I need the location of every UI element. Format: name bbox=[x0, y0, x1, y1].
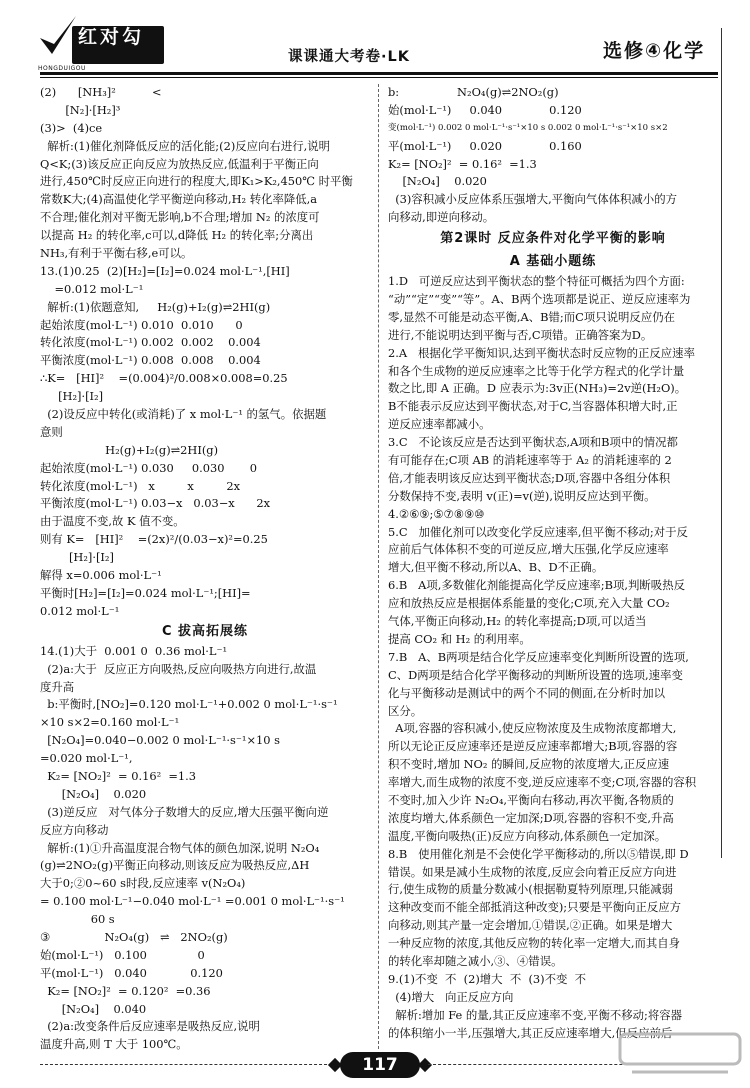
text-line: 数之比,即 A 正确。D 应表示为:3v正(NH₃)=2v逆(H₂O)。 bbox=[388, 381, 687, 396]
brand-logo bbox=[38, 14, 168, 72]
section-a-heading: A 基础小题练 bbox=[509, 254, 597, 270]
text-line: B不能表示反应达到平衡状态,对于C,当容器体积增大时,正 bbox=[388, 399, 678, 414]
text-line: (4)增大 向正反应方向 bbox=[388, 989, 514, 1004]
text-line: [N₂O₄] 0.020 bbox=[388, 174, 487, 189]
text-line: 不合理;催化剂对平衡无影响,b不合理;增加 N₂ 的浓度可 bbox=[40, 210, 320, 225]
text-line: (g)⇌2NO₂(g)平衡正向移动,则该反应为吸热反应,ΔH bbox=[40, 858, 310, 873]
text-line: H₂(g)+I₂(g)⇌2HI(g) bbox=[40, 442, 219, 457]
footer-rule-left bbox=[40, 1064, 332, 1065]
page-header bbox=[0, 0, 750, 80]
text-line: 进行,不能说明达到平衡与否,C项错。正确答案为D。 bbox=[388, 327, 653, 342]
left-column bbox=[40, 84, 370, 1054]
text-line: [H₂]·[I₂] bbox=[40, 389, 104, 404]
text-line: [N₂O₄] 0.040 bbox=[40, 1001, 147, 1016]
text-line: 倍,才能表明该反应达到平衡状态;D项,容器中各组分体积 bbox=[388, 470, 671, 485]
text-line: 提高 CO₂ 和 H₂ 的利用率。 bbox=[388, 631, 531, 646]
text-line: 向移动,则其产量一定会增加,①错误,②正确。如果是增大 bbox=[388, 918, 673, 933]
text-line: 变(mol·L⁻¹) 0.002 0 mol·L⁻¹·s⁻¹×10 s 0.002 0 mol·L⁻¹·s⁻¹×10 s×2 bbox=[388, 122, 668, 133]
text-line: 应前后气体体积不变的可逆反应,增大压强,化学反应速率 bbox=[388, 542, 669, 557]
text-line: A项,容器的容积减小,使反应物浓度及生成物浓度都增大, bbox=[388, 721, 677, 736]
text-line: =0.020 mol·L⁻¹, bbox=[40, 751, 133, 766]
text-line: (3)容积减小反应体系压强增大,平衡向气体体积减小的方 bbox=[388, 192, 677, 207]
text-line: 7.B A、B两项是结合化学反应速率变化判断所设置的选项, bbox=[388, 649, 689, 664]
text-line: 和各个生成物的逆反应速率之比等于化学方程式的化学计量 bbox=[388, 363, 685, 378]
text-line: 区分。 bbox=[388, 703, 423, 718]
text-line: 平(mol·L⁻¹) 0.020 0.160 bbox=[388, 138, 582, 153]
text-line: 有可能存在;C项 AB 的消耗速率等于 A₂ 的消耗速率的 2 bbox=[388, 453, 672, 468]
section-c-heading: C 拔高拓展练 bbox=[161, 623, 249, 639]
text-line: (3)> (4)ce bbox=[40, 120, 103, 135]
page-number: 117 bbox=[340, 1052, 420, 1078]
text-line: 8.B 使用催化剂是不会使化学平衡移动的,所以⑤错误,即 D bbox=[388, 846, 689, 861]
text-line: 3.C 不论该反应是否达到平衡状态,A项和B项中的情况都 bbox=[388, 435, 678, 450]
text-line: 化与平衡移动是测试中的两个不同的侧面,在分析时加以 bbox=[388, 685, 665, 700]
text-line: [N₂]·[H₂]³ bbox=[40, 102, 121, 117]
text-line: =0.012 mol·L⁻¹ bbox=[40, 281, 144, 296]
text-line: 以提高 H₂ 的转化率,c可以,d降低 H₂ 的转化率;分离出 bbox=[40, 228, 314, 243]
text-line: ③ N₂O₄(g) ⇌ 2NO₂(g) bbox=[40, 929, 228, 944]
text-line: 平(mol·L⁻¹) 0.040 0.120 bbox=[40, 965, 223, 980]
series-title: 课课通大考卷·LK bbox=[288, 49, 410, 65]
text-line: 0.012 mol·L⁻¹ bbox=[40, 603, 120, 618]
text-line: K₂= [NO₂]² = 0.120² =0.36 bbox=[40, 983, 211, 998]
text-line: 度升高 bbox=[40, 679, 75, 694]
text-line: 1.D 可逆反应达到平衡状态的整个特征可概括为四个方面: bbox=[388, 274, 685, 289]
text-line: (2)设反应中转化(或消耗)了 x mol·L⁻¹ 的氢气。依据题 bbox=[40, 407, 327, 422]
logo-text: 红对勾 bbox=[78, 26, 145, 48]
text-line: K₂= [NO₂]² = 0.16² =1.3 bbox=[40, 768, 197, 783]
text-line: 解析:(1)①升高温度混合物气体的颜色加深,说明 N₂O₄ bbox=[40, 840, 320, 855]
header-rule-thin bbox=[40, 77, 718, 78]
text-line: 解析:(1)依题意知, H₂(g)+I₂(g)⇌2HI(g) bbox=[40, 299, 271, 314]
text-line: [N₂O₄]=0.040−0.002 0 mol·L⁻¹·s⁻¹×10 s bbox=[40, 733, 280, 748]
text-line: 4.②⑥⑨;⑤⑦⑧⑨⑩ bbox=[388, 506, 485, 521]
text-line: 转化浓度(mol·L⁻¹) 0.002 0.002 0.004 bbox=[40, 335, 261, 350]
text-line: 增大,但平衡不移动,所以A、B、D不正确。 bbox=[388, 560, 604, 575]
lesson-title: 第2课时 反应条件对化学平衡的影响 bbox=[440, 231, 666, 247]
text-line: 温度升高,则 T 大于 100℃。 bbox=[40, 1037, 188, 1052]
text-line: (2)a:改变条件后反应速率是吸热反应,说明 bbox=[40, 1019, 260, 1034]
text-line: Q<K;(3)该反应正向反应为放热反应,低温利于平衡正向 bbox=[40, 156, 319, 171]
subject-title: 选修④化学 bbox=[603, 40, 706, 62]
text-line: 的体积缩小一半,压强增大,其正反应速率增大,但反应前后 bbox=[388, 1025, 673, 1040]
logo-subtext: HONGDUIGOU bbox=[38, 65, 86, 72]
text-line: b:平衡时,[NO₂]=0.120 mol·L⁻¹+0.002 0 mol·L⁻¹·s⁻¹ bbox=[40, 697, 338, 712]
text-line: [H₂]·[I₂] bbox=[40, 550, 114, 565]
text-line: 率增大,而生成物的浓度不变,逆反应速率不变;C项,容器的容积 bbox=[388, 775, 697, 790]
column-divider bbox=[378, 84, 379, 1049]
text-line: C、D两项是结合化学平衡移动的判断所设置的选项,速率变 bbox=[388, 667, 683, 682]
text-line: 14.(1)大于 0.001 0 0.36 mol·L⁻¹ bbox=[40, 643, 228, 658]
diamond-icon bbox=[418, 1058, 432, 1072]
text-line: (2) [NH₃]² < bbox=[40, 85, 162, 99]
text-line: 进行,450℃时反应正向进行的程度大,即K₁>K₂,450℃ 时平衡 bbox=[40, 174, 353, 189]
text-line: 则有 K= [HI]² =(2x)²/(0.03−x)²=0.25 bbox=[40, 532, 268, 547]
right-column bbox=[388, 84, 718, 1042]
text-line: 错误。如果是减小生成物的浓度,反应会向着正反应方向进 bbox=[388, 864, 677, 879]
text-line: 常数K大;(4)高温使化学平衡逆向移动,H₂ 转化率降低,a bbox=[40, 192, 318, 207]
text-line: 分数保持不变,表明 v(正)=v(逆),说明反应达到平衡。 bbox=[388, 488, 656, 503]
text-line: [N₂O₄] 0.020 bbox=[40, 786, 147, 801]
text-line: 解得 x=0.006 mol·L⁻¹ bbox=[40, 568, 162, 583]
text-line: 一种反应物的浓度,其他反应物的转化率一定增大,而其自身 bbox=[388, 936, 681, 951]
text-line: 所以无论正反应速率还是逆反应速率都增大;B项,容器的容 bbox=[388, 739, 678, 754]
text-line: 由于温度不变,故 K 值不变。 bbox=[40, 514, 185, 529]
text-line: K₂= [NO₂]² = 0.16² =1.3 bbox=[388, 156, 537, 171]
text-line: 平衡时[H₂]=[I₂]=0.024 mol·L⁻¹;[HI]= bbox=[40, 585, 251, 600]
text-line: b: N₂O₄(g)⇌2NO₂(g) bbox=[388, 85, 559, 99]
text-line: 13.(1)0.25 (2)[H₂]=[I₂]=0.024 mol·L⁻¹,[HI] bbox=[40, 263, 290, 278]
text-line: 解析:增加 Fe 的量,其正反应速率不变,平衡不移动;将容器 bbox=[388, 1007, 683, 1022]
text-line: 转化浓度(mol·L⁻¹) x x 2x bbox=[40, 478, 241, 493]
text-line: 大于0;②0~60 s时段,反应速率 v(N₂O₄) bbox=[40, 876, 246, 891]
text-line: = 0.100 mol·L⁻¹−0.040 mol·L⁻¹ =0.001 0 mol·L⁻¹·s⁻¹ bbox=[40, 894, 345, 909]
text-line: (3)逆反应 对气体分子数增大的反应,增大压强平衡向逆 bbox=[40, 804, 329, 819]
text-line: 反应方向移动 bbox=[40, 822, 109, 837]
text-line: 始(mol·L⁻¹) 0.100 0 bbox=[40, 947, 205, 962]
text-line: 零,显然不可能是动态平衡,A、B错;而C项只说明反应仍在 bbox=[388, 309, 675, 324]
text-line: 浓度均增大,体系颜色一定加深;D项,容器的容积不变,升高 bbox=[388, 810, 674, 825]
text-line: 9.(1)不变 不 (2)增大 不 (3)不变 不 bbox=[388, 971, 586, 986]
text-line: 的转化率却随之减小,③、④错误。 bbox=[388, 953, 563, 968]
text-line: 行,使生成物的质量分数减小(根据勒夏特列原理,只能减弱 bbox=[388, 882, 674, 897]
text-line: 解析:(1)催化剂降低反应的活化能;(2)反应向右进行,说明 bbox=[40, 138, 331, 153]
text-line: 温度,平衡向吸热(正)反应方向移动,体系颜色一定加深。 bbox=[388, 828, 667, 843]
text-line: ∴K= [HI]² =(0.004)²/0.008×0.008=0.25 bbox=[40, 371, 288, 386]
text-line: 应和放热反应是根据体系能量的变化;C项,充入大量 CO₂ bbox=[388, 596, 670, 611]
text-line: 5.C 加催化剂可以改变化学反应速率,但平衡不移动;对于反 bbox=[388, 524, 688, 539]
text-line: 2.A 根据化学平衡知识,达到平衡状态时反应物的正反应速率 bbox=[388, 345, 695, 360]
text-line: NH₃,有利于平衡右移,e可以。 bbox=[40, 246, 193, 261]
text-line: 起始浓度(mol·L⁻¹) 0.030 0.030 0 bbox=[40, 460, 258, 475]
text-line: 积不变时,增加 NO₂ 的瞬间,反应物的浓度增大,正反应速 bbox=[388, 757, 670, 772]
text-line: 逆反应速率都减小。 bbox=[388, 417, 491, 432]
header-rule bbox=[40, 72, 718, 75]
text-line: (2)a:大于 反应正方向吸热,反应向吸热方向进行,故温 bbox=[40, 661, 317, 676]
text-line: 不变时,加入少许 N₂O₄,平衡向右移动,再次平衡,各物质的 bbox=[388, 792, 674, 807]
text-line: 意则 bbox=[40, 424, 63, 439]
text-line: 平衡浓度(mol·L⁻¹) 0.008 0.008 0.004 bbox=[40, 353, 261, 368]
text-line: 6.B A项,多数催化剂能提高化学反应速率;B项,判断吸热反 bbox=[388, 578, 685, 593]
text-line: 这种改变而不能全部抵消这种改变);只要是平衡向正反应方 bbox=[388, 900, 682, 915]
text-line: 始(mol·L⁻¹) 0.040 0.120 bbox=[388, 102, 582, 117]
text-line: “动”“定”“变”“等”。A、B两个选项都是说正、逆反应速率为 bbox=[388, 292, 691, 307]
text-line: 60 s bbox=[40, 912, 115, 927]
watermark-stamp-icon bbox=[612, 1028, 748, 1086]
text-line: 起始浓度(mol·L⁻¹) 0.010 0.010 0 bbox=[40, 317, 243, 332]
text-line: 向移动,即逆向移动。 bbox=[388, 210, 495, 225]
text-line: 气体,平衡正向移动,H₂ 的转化率提高;D项,可以适当 bbox=[388, 614, 647, 629]
text-line: 平衡浓度(mol·L⁻¹) 0.03−x 0.03−x 2x bbox=[40, 496, 271, 511]
text-line: ×10 s×2=0.160 mol·L⁻¹ bbox=[40, 715, 180, 730]
